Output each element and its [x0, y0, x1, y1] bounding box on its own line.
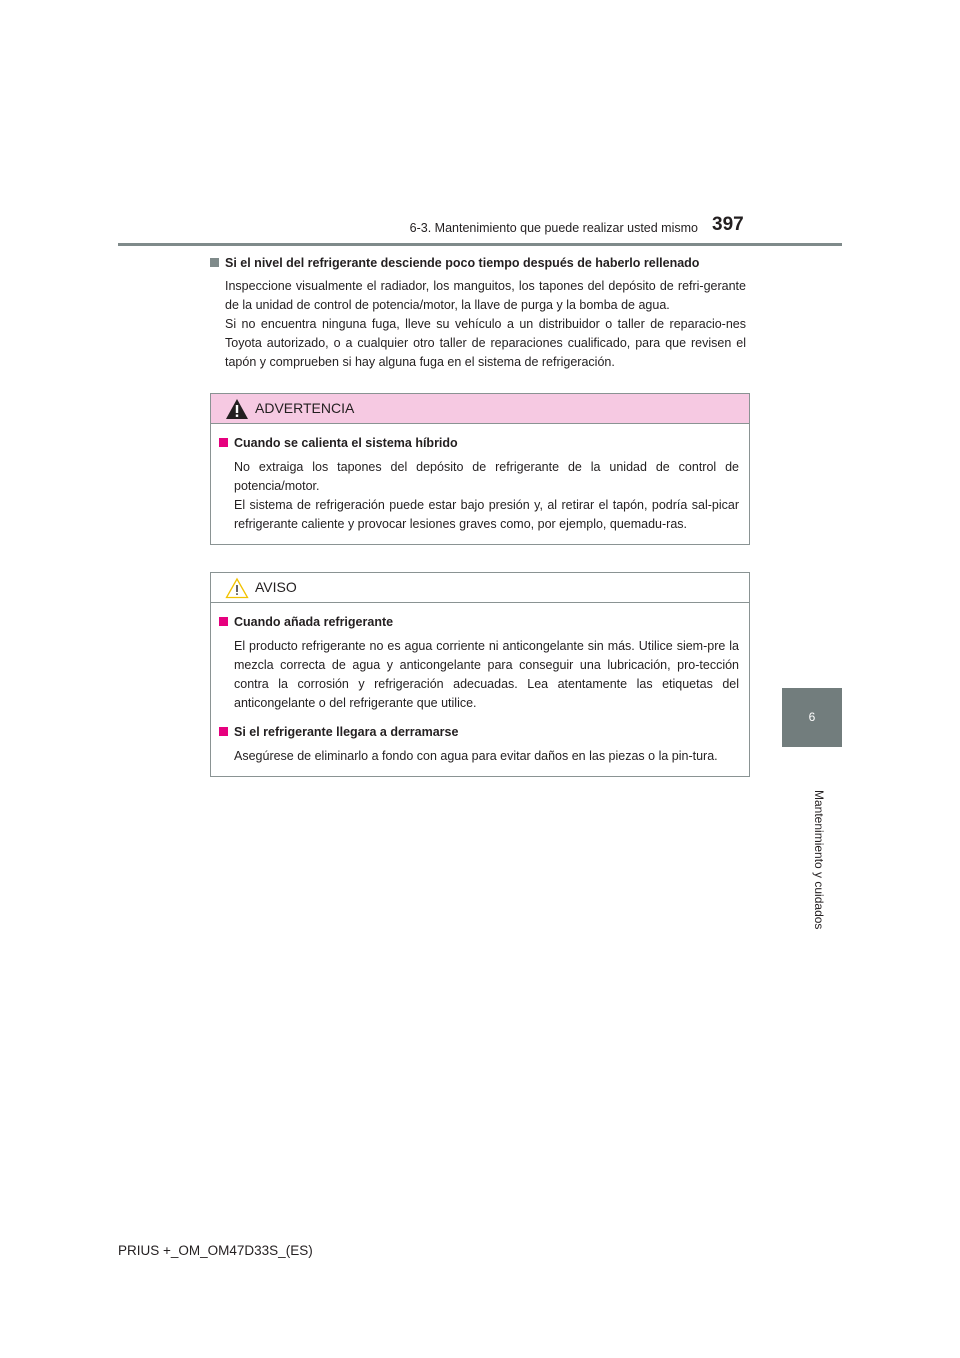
main-section	[210, 254, 746, 372]
caution-triangle-icon	[225, 577, 249, 599]
warning-box-title: ADVERTENCIA	[255, 400, 355, 416]
header-rule	[118, 243, 842, 246]
notice-box-body	[211, 603, 749, 776]
warning-item-paragraph: El sistema de refrigeración puede estar bajo presión y, al retirar el tapón, podría sal-picar refrigerante caliente y provocar lesiones graves como, por ejemplo, quemadu-ras.	[234, 498, 739, 531]
warning-item-paragraph: No extraiga los tapones del depósito de refrigerante de la unidad de control de potencia/motor.	[234, 460, 739, 493]
warning-box-header	[211, 394, 749, 424]
notice-item-heading-text: Si el refrigerante llegara a derramarse	[234, 725, 459, 739]
section-header-title: 6-3. Mantenimiento que puede realizar usted mismo	[409, 221, 698, 235]
notice-item-body	[234, 637, 739, 713]
main-section-body	[225, 277, 746, 372]
notice-item	[219, 613, 739, 713]
notice-box-header	[211, 573, 749, 603]
main-section-heading-text: Si el nivel del refrigerante desciende poco tiempo después de haberlo rellenado	[225, 256, 700, 270]
warning-item-heading	[219, 434, 739, 453]
warning-box-body	[211, 424, 749, 544]
notice-box-title: AVISO	[255, 579, 297, 595]
warning-box	[210, 393, 750, 545]
main-section-paragraph: Inspeccione visualmente el radiador, los manguitos, los tapones del depósito de refri-gerante de la unidad de control de potencia/motor, la llave de purga y la bomba de agua.	[225, 279, 746, 312]
notice-box	[210, 572, 750, 777]
square-bullet-icon	[219, 438, 228, 447]
document-code: PRIUS +_OM_OM47D33S_(ES)	[118, 1243, 313, 1258]
square-bullet-icon	[210, 258, 219, 267]
notice-item-body	[234, 747, 739, 766]
notice-item	[219, 723, 739, 766]
warning-item-body	[234, 458, 739, 534]
chapter-number: 6	[808, 710, 816, 724]
square-bullet-icon	[219, 727, 228, 736]
warning-item-heading-text: Cuando se calienta el sistema híbrido	[234, 436, 458, 450]
chapter-label: Mantenimiento y cuidados	[812, 790, 826, 930]
page-number: 397	[712, 214, 744, 235]
main-section-paragraph: Si no encuentra ninguna fuga, lleve su vehículo a un distribuidor o taller de reparacio-nes Toyota autorizado, o a cualquier otro taller de reparaciones cualificado, para que revisen el tapón y comprueben si hay alguna fuga en el sistema de refrigeración.	[225, 317, 746, 369]
square-bullet-icon	[219, 617, 228, 626]
notice-item-heading	[219, 723, 739, 742]
notice-item-heading-text: Cuando añada refrigerante	[234, 615, 394, 629]
warning-triangle-icon	[225, 398, 249, 420]
notice-item-paragraph: Asegúrese de eliminarlo a fondo con agua para evitar daños en las piezas o la pin-tura.	[234, 749, 718, 763]
notice-item-paragraph: El producto refrigerante no es agua corriente ni anticongelante sin más. Utilice siem-pre la mezcla correcta de agua y anticongelante para conseguir una lubricación, pro-tección contra la corrosión y refrigeración adecuadas. Lea atentamente las etiquetas del anticongelante o del refrigerante que utilice.	[234, 639, 739, 710]
warning-item	[219, 434, 739, 534]
main-section-heading	[210, 254, 746, 273]
chapter-tab	[782, 688, 842, 747]
notice-item-heading	[219, 613, 739, 632]
